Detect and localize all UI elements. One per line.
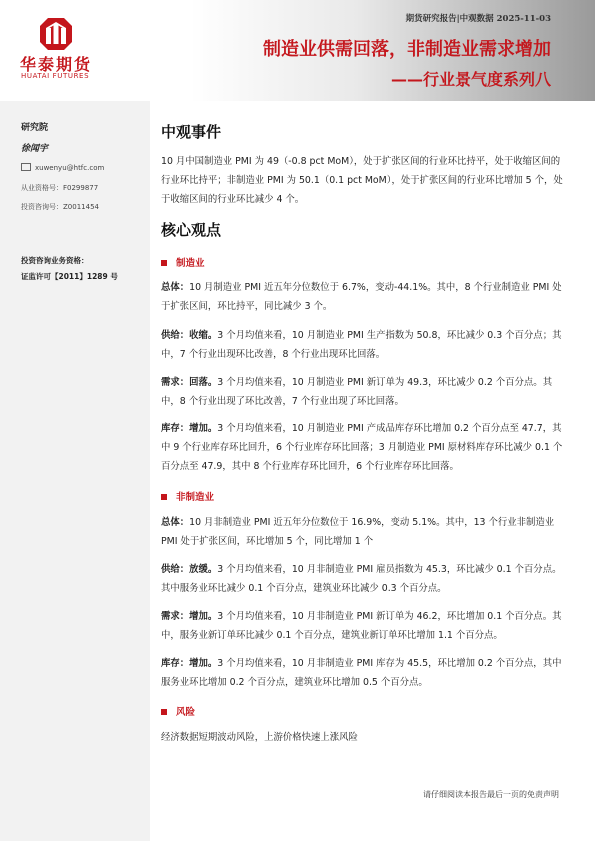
paragraph-lead: 总体：	[161, 282, 190, 293]
subsection-title: 制造业	[176, 258, 205, 269]
analyst-email-row[interactable]	[21, 164, 104, 172]
paragraph-lead: 供给：收缩。	[161, 330, 218, 341]
logo-name-cn: 华泰期货	[20, 55, 93, 74]
paragraph-lead: 库存：增加。	[161, 658, 218, 669]
mail-icon	[21, 163, 31, 171]
mfg-inventory-paragraph	[161, 419, 569, 476]
mfg-supply-paragraph	[161, 326, 569, 364]
logo-name-en: HUATAI FUTURES	[21, 72, 90, 80]
report-subtitle: ——行业景气度系列八	[390, 70, 551, 89]
subsection-title: 非制造业	[176, 492, 215, 503]
paragraph-text: 3 个月均值来看，10 月制造业 PMI 产成品库存环比增加 0.2 个百分点至 47.7，其中 9 个行业库存环比回升，6 个行业库存环比回落；3 月制造业 PMI 原材料库存环比减少 0.1 个百分点至 47.9，其中 8 个行业库存环比回升，6 个行业库存环比回落。	[161, 423, 563, 472]
invest-number: 投资咨询号：Z0011454	[21, 203, 99, 211]
section-heading-core: 核心观点	[161, 221, 222, 239]
paragraph-text: 3 个月均值来看，10 月制造业 PMI 生产指数为 50.8，环比减少 0.3 个百分点；其中，7 个行业出现环比改善，8 个行业出现环比回落。	[161, 330, 562, 360]
disclaimer-note: 请仔细阅读本报告最后一页的免责声明	[423, 790, 559, 799]
report-header	[0, 0, 595, 101]
paragraph-text: 10 月制造业 PMI 近五年分位数位于 6.7%，变动-44.1%。其中，8 个行业制造业 PMI 处于扩张区间，环比持平，同比减少 3 个。	[161, 282, 562, 312]
event-paragraph: 10 月中国制造业 PMI 为 49（-0.8 pct MoM），处于扩张区间的行业环比持平，处于收缩区间的行业环比持平；非制造业 PMI 为 50.1（0.1 pct MoM），处于扩张区间的行业环比增加 5 个，处于收缩区间的行业环比减少 4 个。	[161, 156, 563, 205]
mfg-overall-paragraph	[161, 278, 569, 316]
cert-number: 从业资格号：F0299877	[21, 184, 99, 192]
paragraph-lead: 库存：增加。	[161, 423, 218, 434]
analyst-sidebar	[0, 101, 150, 841]
paragraph-lead: 需求：回落。	[161, 377, 218, 388]
subsection-manufacturing	[161, 255, 205, 269]
paragraph-text: 3 个月均值来看，10 月非制造业 PMI 雇员指数为 45.3，环比减少 0.1 个百分点。其中服务业环比减少 0.1 个百分点，建筑业环比减少 0.3 个百分点。	[161, 564, 562, 594]
square-bullet-icon	[161, 494, 167, 500]
nonmfg-demand-paragraph	[161, 607, 569, 645]
square-bullet-icon	[161, 709, 167, 715]
risk-paragraph: 经济数据短期波动风险，上游价格快速上涨风险	[161, 732, 358, 743]
subsection-non-manufacturing	[161, 489, 214, 503]
department-label: 研究院	[21, 123, 49, 133]
report-title: 制造业供需回落，非制造业需求增加	[263, 39, 551, 60]
mfg-demand-paragraph	[161, 373, 569, 411]
analyst-email[interactable]: xuwenyu@htfc.com	[35, 164, 105, 172]
paragraph-lead: 供给：放缓。	[161, 564, 218, 575]
subsection-title: 风险	[176, 707, 196, 718]
subsection-risk	[161, 704, 195, 718]
paragraph-text: 10 月非制造业 PMI 近五年分位数位于 16.9%，变动 5.1%。其中，13 个行业非制造业 PMI 处于扩张区间，环比增加 5 个，同比增加 1 个	[161, 517, 555, 547]
licence-number: 证监许可【2011】1289 号	[21, 272, 118, 281]
analyst-name: 徐闻宇	[21, 144, 49, 154]
paragraph-text: 3 个月均值来看，10 月制造业 PMI 新订单为 49.3，环比减少 0.2 个百分点。其中，8 个行业出现了环比改善，7 个行业出现了环比回落。	[161, 377, 553, 407]
nonmfg-inventory-paragraph	[161, 654, 569, 692]
paragraph-text: 3 个月均值来看，10 月非制造业 PMI 库存为 45.5，环比增加 0.2 个百分点，其中服务业环比增加 0.2 个百分点，建筑业环比增加 0.5 个百分点。	[161, 658, 562, 688]
paragraph-text: 3 个月均值来看，10 月非制造业 PMI 新订单为 46.2，环比增加 0.1 个百分点。其中，服务业新订单环比减少 0.1 个百分点，建筑业新订单环比增加 1.1 个百分点。	[161, 611, 562, 641]
report-meta: 期货研究报告|中观数据 2025-11-03	[405, 14, 551, 24]
paragraph-lead: 总体：	[161, 517, 190, 528]
square-bullet-icon	[161, 260, 167, 266]
paragraph-lead: 需求：增加。	[161, 611, 218, 622]
licence-title: 投资咨询业务资格：	[21, 256, 89, 265]
nonmfg-overall-paragraph	[161, 513, 569, 551]
section-heading-event: 中观事件	[161, 123, 222, 141]
nonmfg-supply-paragraph	[161, 560, 569, 598]
